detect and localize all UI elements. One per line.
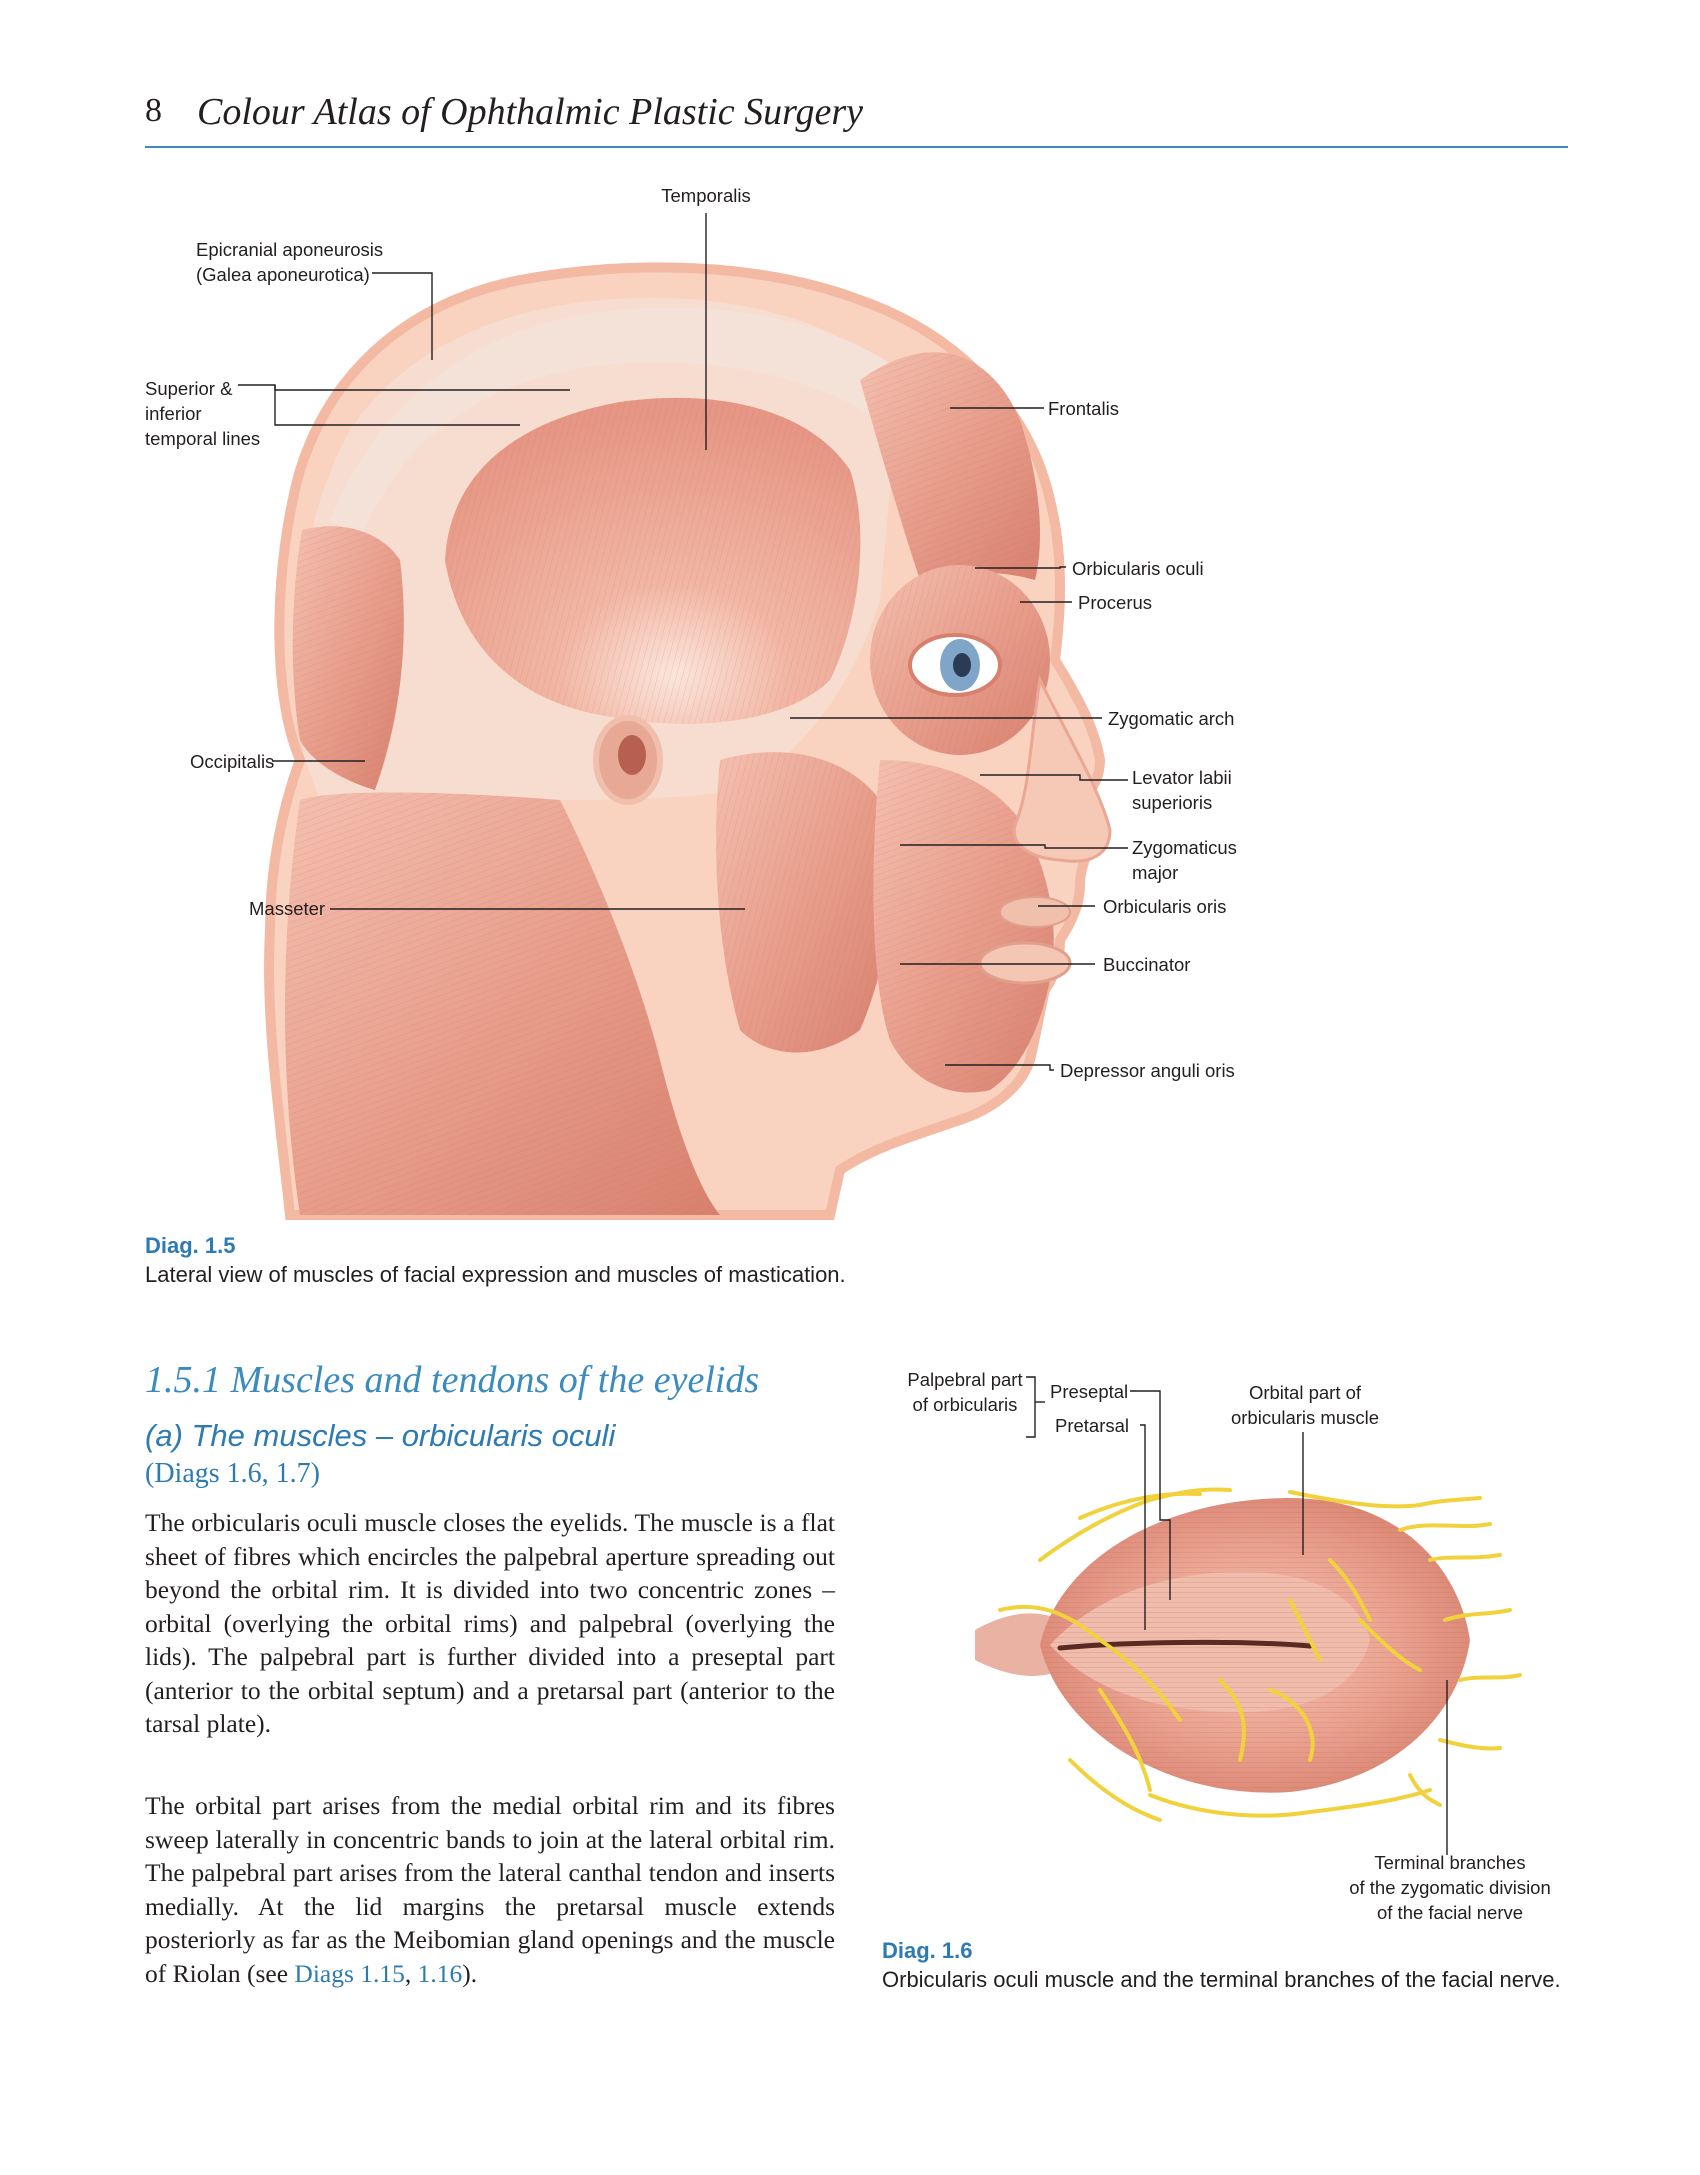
lips xyxy=(980,943,1070,983)
section-title: 1.5.1 Muscles and tendons of the eyelids xyxy=(145,1359,760,1401)
paragraph-2 xyxy=(145,1789,835,1990)
label-masseter: Masseter xyxy=(249,898,326,919)
label-palpebral-2: of orbicularis xyxy=(912,1394,1018,1415)
zygomatic-nerve-branches xyxy=(1000,1489,1520,1820)
figure2-caption-title: Diag. 1.6 xyxy=(882,1938,973,1963)
paragraph-1: The orbicularis oculi muscle closes the eyelids. The muscle is a flat sheet of fibres which encircles the palpebral aperture spreading out beyond the orbital rim. It is divided into two concentric zones – orbital (overlying the orbital rims) and palpebral (overlying the lids). The palpebral part is further divided into a preseptal part (anterior to the orbital septum) and a pretarsal part (anterior to the tarsal plate). xyxy=(145,1508,835,1738)
figure2-caption-text: Orbicularis oculi muscle and the terminal branches of the facial nerve. xyxy=(882,1967,1561,1992)
label-preseptal: Preseptal xyxy=(1050,1381,1129,1402)
link-diag-1-16[interactable]: 1.16 xyxy=(417,1958,463,1988)
palpebral-fissure xyxy=(1060,1642,1310,1648)
label-temporalis: Temporalis xyxy=(661,185,751,206)
label-buccinator: Buccinator xyxy=(1103,954,1191,975)
label-epicranial-1: Epicranial aponeurosis xyxy=(196,239,384,260)
label-occipitalis: Occipitalis xyxy=(190,751,275,772)
label-orbital-2: orbicularis muscle xyxy=(1230,1407,1380,1428)
paragraph-2-text: The orbital part arises from the medial orbital rim and its fibres sweep laterally in concentric bands to join at the lateral orbital rim. The palpebral part arises from the lateral canthal tendon and inserts medially. At the lid margins the pretarsal muscle extends posteriorly as far as the Meibomian gland openings and the muscle of Riolan (see xyxy=(145,1791,835,1988)
label-zygomaticus-2: major xyxy=(1132,862,1179,883)
figure2-leader-lines xyxy=(1026,1377,1447,1855)
label-orbicularis-oris: Orbicularis oris xyxy=(1103,896,1227,917)
subsection-figure-ref: (Diags 1.6, 1.7) xyxy=(145,1458,320,1489)
label-terminal-3: of the facial nerve xyxy=(1376,1902,1524,1923)
page-number: 8 xyxy=(145,92,162,129)
label-orbicularis-oculi: Orbicularis oculi xyxy=(1072,558,1204,579)
label-epicranial-2: (Galea aponeurotica) xyxy=(196,264,370,285)
label-pretarsal: Pretarsal xyxy=(1055,1415,1130,1436)
label-temporal-lines-3: temporal lines xyxy=(145,428,261,449)
label-terminal-1: Terminal branches xyxy=(1374,1852,1526,1873)
label-palpebral-1: Palpebral part xyxy=(907,1369,1023,1390)
orbital-part-muscle xyxy=(1040,1498,1470,1793)
label-zygomaticus-1: Zygomaticus xyxy=(1132,837,1237,858)
label-frontalis: Frontalis xyxy=(1048,398,1119,419)
palpebral-part-muscle xyxy=(1050,1572,1370,1712)
label-levator-1: Levator labii xyxy=(1132,767,1232,788)
paragraph-2-separator: , xyxy=(404,1958,418,1988)
running-header-title: Colour Atlas of Ophthalmic Plastic Surgery xyxy=(197,91,864,133)
label-depressor-anguli-oris: Depressor anguli oris xyxy=(1060,1060,1235,1081)
label-terminal-2: of the zygomatic division xyxy=(1349,1877,1551,1898)
label-temporal-lines-2: inferior xyxy=(145,403,202,424)
subsection-title: (a) The muscles – orbicularis oculi xyxy=(145,1418,616,1453)
medial-canthal-tissue xyxy=(975,1613,1060,1676)
label-levator-2: superioris xyxy=(1132,792,1213,813)
label-zygomatic-arch: Zygomatic arch xyxy=(1108,708,1235,729)
figure1-caption-title: Diag. 1.5 xyxy=(145,1233,236,1258)
link-diag-1-15[interactable]: Diags 1.15 xyxy=(294,1958,405,1988)
label-temporal-lines-1: Superior & xyxy=(145,378,233,399)
label-procerus: Procerus xyxy=(1078,592,1153,613)
label-orbital-1: Orbital part of xyxy=(1248,1382,1362,1403)
figure1-caption-text: Lateral view of muscles of facial expression and muscles of mastication. xyxy=(145,1262,846,1287)
paragraph-2-end: ). xyxy=(462,1958,478,1988)
